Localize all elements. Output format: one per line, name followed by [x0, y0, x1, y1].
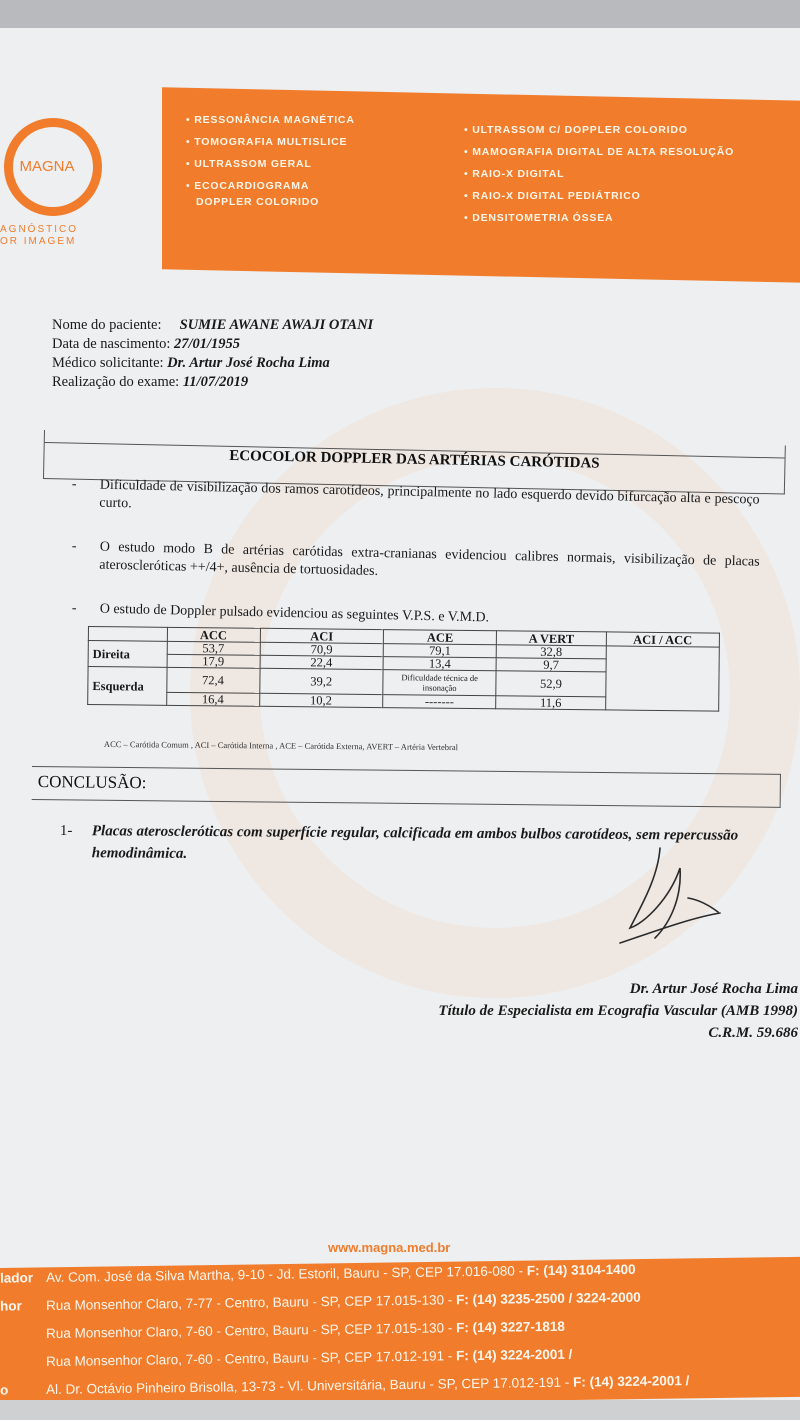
conclusion-number: 1-	[59, 822, 73, 840]
service-label: DENSITOMETRIA ÓSSEA	[472, 212, 614, 224]
footer-phone: F: (14) 3104-1400	[526, 1261, 636, 1279]
service-label: ECOCARDIOGRAMA	[194, 180, 310, 192]
service-item: • ECOCARDIOGRAMA	[186, 180, 310, 192]
table-cell: 72,4	[166, 667, 259, 693]
logo-tagline	[0, 224, 130, 248]
table-cell: 70,9	[260, 642, 384, 656]
finding-dash: -	[71, 476, 77, 493]
footer-unit-prefix: lador	[0, 1270, 34, 1286]
requesting-doctor-row	[52, 354, 373, 373]
finding-text: O estudo de Doppler pulsado evidenciou as seguintes V.P.S. e V.M.D.	[99, 601, 490, 626]
birth-date-label: Data de nascimento:	[52, 336, 171, 352]
footer-address: Rua Monsenhor Claro, 7-60 - Centro, Bauru - SP, CEP 17.012-191 -	[46, 1348, 457, 1369]
table-cell: 13,4	[383, 657, 496, 671]
table-cell: 22,4	[260, 655, 384, 669]
footer-address: Al. Dr. Octávio Pinheiro Brisolla, 13-73 - Vl. Universitária, Bauru - SP, CEP 17.012-191 -	[46, 1374, 574, 1397]
footer-address: Av. Com. José da Silva Martha, 9-10 - Jd. Estoril, Bauru - SP, CEP 17.016-080 -	[46, 1263, 527, 1285]
service-label: RESSONÂNCIA MAGNÉTICA	[194, 114, 355, 126]
table-cell: Dificuldade técnica de insonação	[383, 670, 497, 696]
service-item: • TOMOGRAFIA MULTISLICE	[186, 136, 348, 148]
table-header	[88, 627, 167, 642]
patient-name-row	[52, 316, 373, 335]
table-cell: 32,8	[497, 645, 606, 659]
exam-date-label: Realização do exame:	[52, 374, 180, 390]
finding-text: O estudo modo B de artérias carótidas extra-cranianas evidenciou calibres normais, visibilização de placas ateroscleróticas ++/4+, ausência de tortuosidades.	[99, 539, 760, 579]
footer-phone: F: (14) 3224-2001 /	[572, 1373, 690, 1390]
table-header: ACI	[260, 628, 384, 643]
exam-date-row	[52, 373, 373, 392]
handwritten-signature	[600, 828, 740, 958]
service-item: • RAIO-X DIGITAL	[464, 168, 565, 180]
doppler-table	[87, 626, 720, 712]
table-cell: 53,7	[167, 641, 260, 655]
signer-name: Dr. Artur José Rocha Lima	[629, 981, 798, 997]
table-cell: 9,7	[496, 658, 605, 672]
service-label: MAMOGRAFIA DIGITAL DE ALTA RESOLUÇÃO	[472, 146, 735, 158]
table-legend: ACC – Carótida Comum , ACI – Carótida Interna , ACE – Carótida Externa, AVERT – Artéria Vertebral	[103, 739, 459, 753]
footer-address: Rua Monsenhor Claro, 7-77 - Centro, Bauru - SP, CEP 17.015-130 -	[46, 1292, 457, 1313]
table-header: ACC	[167, 627, 260, 642]
footer-phone: F: (14) 3235-2500 / 3224-2000	[455, 1289, 641, 1308]
footer-phone: F: (14) 3224-2001 /	[455, 1346, 573, 1364]
exam-title: ECOCOLOR DOPPLER DAS ARTÉRIAS CARÓTIDAS	[229, 447, 600, 472]
service-item: • MAMOGRAFIA DIGITAL DE ALTA RESOLUÇÃO	[464, 146, 735, 158]
table-header: ACI / ACC	[606, 632, 720, 647]
logo-word: MAGNA	[19, 158, 75, 175]
service-label: TOMOGRAFIA MULTISLICE	[194, 136, 348, 148]
row-label-direita: Direita	[88, 641, 167, 668]
requesting-doctor-label: Médico solicitante:	[52, 355, 164, 371]
finding-dash: -	[71, 600, 77, 617]
table-header: ACE	[383, 630, 496, 645]
finding-dash: -	[71, 538, 77, 555]
service-label: ULTRASSOM C/ DOPPLER COLORIDO	[472, 124, 688, 136]
table-cell: 16,4	[166, 692, 259, 706]
conclusion-label: CONCLUSÃO:	[37, 772, 147, 793]
requesting-doctor-value: Dr. Artur José Rocha Lima	[167, 355, 330, 371]
table-header: A VERT	[497, 631, 606, 646]
patient-name-label: Nome do paciente:	[52, 317, 162, 333]
birth-date-value: 27/01/1955	[174, 336, 241, 352]
table-cell: 79,1	[383, 644, 496, 658]
table-cell: 10,2	[259, 693, 383, 707]
table-cell: -------	[383, 695, 496, 709]
service-item: • RESSONÂNCIA MAGNÉTICA	[186, 114, 355, 126]
report-page	[0, 28, 800, 1400]
patient-info	[52, 316, 373, 392]
footer-unit-prefix: hor	[0, 1298, 22, 1314]
table-cell: 17,9	[167, 654, 260, 668]
service-item: • DENSITOMETRIA ÓSSEA	[464, 212, 614, 224]
patient-name-value: SUMIE AWANE AWAJI OTANI	[179, 317, 374, 333]
website-link[interactable]: www.magna.med.br	[328, 1240, 451, 1255]
row-label-esquerda: Esquerda	[88, 667, 167, 706]
logo-tagline-line1: AGNÓSTICO	[0, 224, 79, 235]
table-cell: 52,9	[496, 671, 606, 697]
footer-address: Rua Monsenhor Claro, 7-60 - Centro, Bauru - SP, CEP 17.015-130 -	[46, 1320, 457, 1341]
conclusion-box	[32, 766, 781, 808]
birth-date-row	[52, 335, 373, 354]
finding-text: Dificuldade de visibilização dos ramos carotídeos, principalmente no lado esquerdo devido bifurcação alta e pescoço curto.	[99, 477, 760, 512]
footer-unit-prefix: o	[0, 1382, 9, 1398]
service-label: RAIO-X DIGITAL	[472, 168, 565, 180]
exam-date-value: 11/07/2019	[182, 374, 249, 390]
conclusion-text: Placas ateroscleróticas com superfície regular, calcificada em ambos bulbos carotídeos, sem repercussão hemodinâmica.	[91, 823, 739, 862]
service-item: • ULTRASSOM GERAL	[186, 158, 312, 170]
service-label: DOPPLER COLORIDO	[196, 196, 320, 208]
service-label: ULTRASSOM GERAL	[194, 158, 312, 170]
service-item	[196, 196, 319, 208]
table-cell-ratio	[605, 646, 719, 711]
service-item: • ULTRASSOM C/ DOPPLER COLORIDO	[464, 124, 688, 136]
service-label: RAIO-X DIGITAL PEDIÁTRICO	[472, 190, 641, 202]
footer-phone: F: (14) 3227-1818	[455, 1318, 565, 1336]
table-cell: 11,6	[496, 696, 605, 710]
service-item: • RAIO-X DIGITAL PEDIÁTRICO	[464, 190, 641, 202]
logo-tagline-line2: OR IMAGEM	[0, 236, 77, 247]
signer-crm: C.R.M. 59.686	[708, 1025, 798, 1041]
table-cell: 39,2	[259, 668, 383, 694]
signature-block	[438, 978, 798, 1044]
signer-title: Título de Especialista em Ecografia Vascular (AMB 1998)	[438, 1003, 798, 1019]
